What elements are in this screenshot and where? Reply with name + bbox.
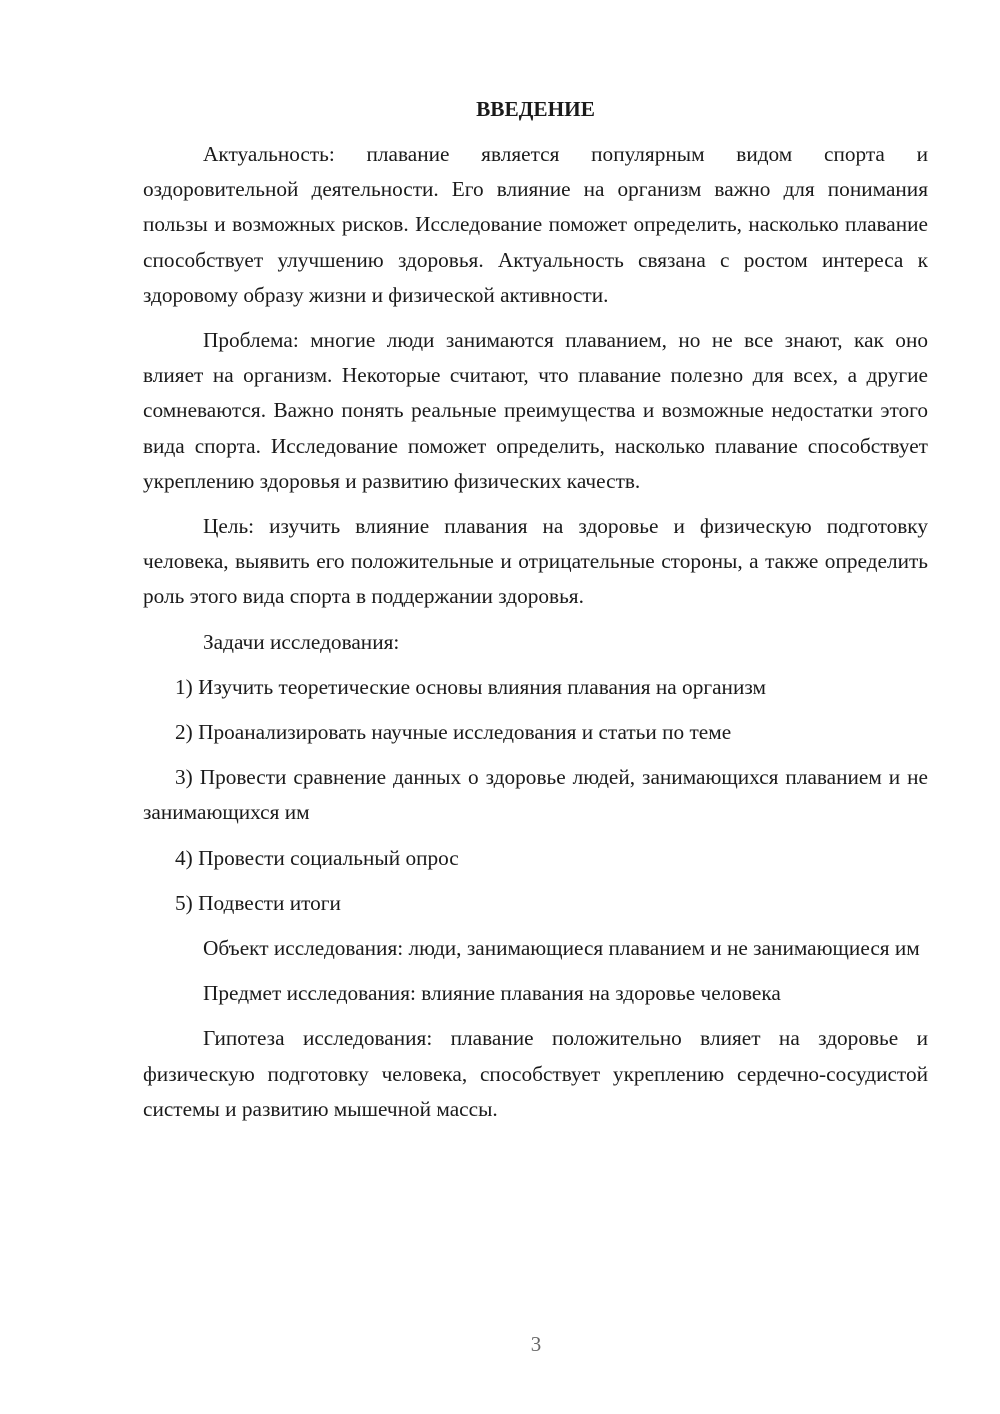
page-number: 3 — [530, 1332, 542, 1356]
task-item-2: 2) Проанализировать научные исследования и статьи по теме — [175, 720, 732, 745]
page-title: ВВЕДЕНИЕ — [476, 97, 595, 121]
task-item-3: 3) Провести сравнение данных о здоровье людей, занимающихся плаванием и не занимающихся им — [143, 765, 928, 825]
goal-paragraph: Цель: изучить влияние плавания на здоровье и физическую подготовку человека, выявить его положительные и отрицательные стороны, а также определить роль этого вида спорта в поддержании здоровья. — [143, 514, 928, 609]
page-body — [143, 92, 928, 1137]
task-item-1: 1) Изучить теоретические основы влияния плавания на организм — [175, 674, 766, 699]
subject-paragraph: Предмет исследования: влияние плавания на здоровье человека — [203, 981, 781, 1006]
object-paragraph: Объект исследования: люди, занимающиеся плаванием и не занимающиеся им — [203, 936, 920, 961]
problem-paragraph: Проблема: многие люди занимаются плаванием, но не все знают, как оно влияет на организм. Некоторые считают, что плавание полезно для всех, а другие сомневаются. Важно понять реальные преимущества и возможные недостатки этого вида спорта. Исследование поможет определить, насколько плавание способствует укреплению здоровья и развитию физических качеств. — [143, 328, 928, 493]
hypothesis-paragraph: Гипотеза исследования: плавание положительно влияет на здоровье и физическую подготовку человека, способствует укреплению сердечно-сосудистой системы и развитию мышечной массы. — [143, 1026, 928, 1121]
tasks-heading: Задачи исследования: — [203, 629, 400, 654]
task-item-4: 4) Провести социальный опрос — [175, 845, 459, 870]
relevance-paragraph: Актуальность: плавание является популярным видом спорта и оздоровительной деятельности. Его влияние на организм важно для понимания пользы и возможных рисков. Исследование поможет определить, насколько плавание способствует улучшению здоровья. Актуальность связана с ростом интереса к здоровому образу жизни и физической активности. — [143, 142, 928, 307]
task-item-5: 5) Подвести итоги — [175, 890, 341, 915]
